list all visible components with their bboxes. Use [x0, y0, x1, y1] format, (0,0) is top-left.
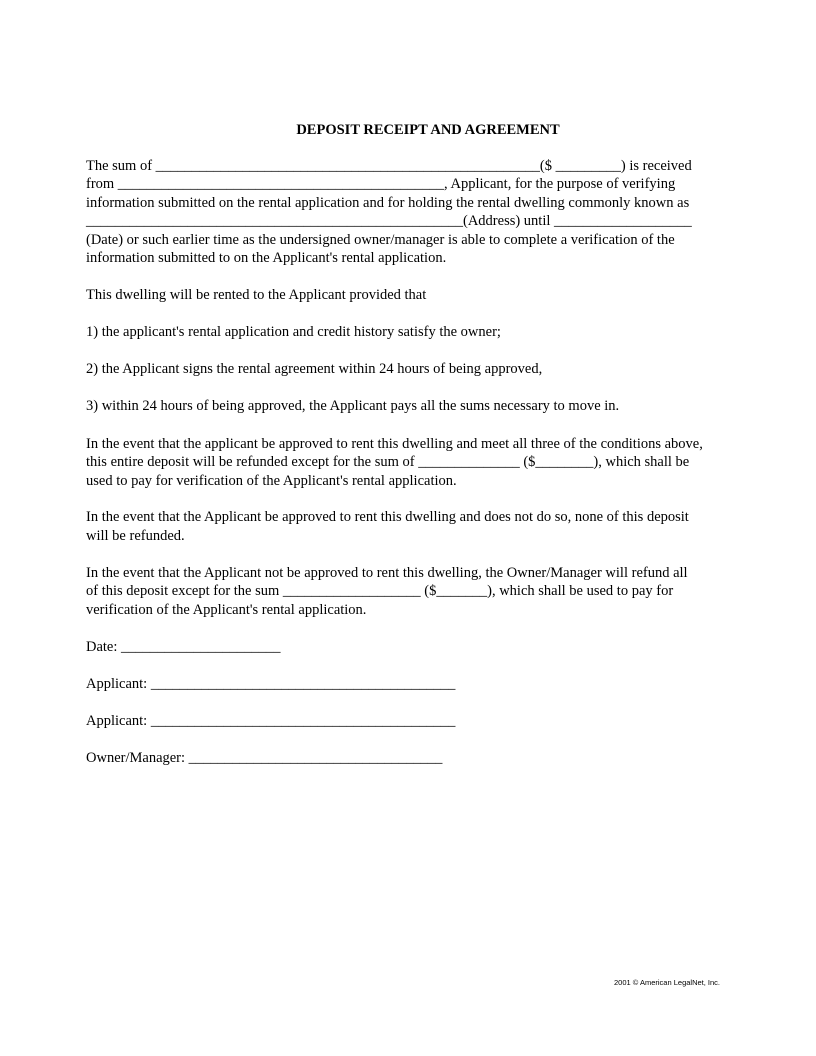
- intro-line: (Date) or such earlier time as the undersigned owner/manager is able to complete a verification of the: [86, 232, 675, 248]
- paragraph-line: In the event that the applicant be approved to rent this dwelling and meet all three of the conditions above,: [86, 436, 703, 452]
- owner-manager-signature-line: Owner/Manager: ___________________________________: [86, 750, 443, 766]
- intro-line: information submitted to on the Applicant's rental application.: [86, 250, 447, 266]
- provided-that-text: This dwelling will be rented to the Applicant provided that: [86, 287, 427, 303]
- paragraph-line: In the event that the Applicant be approved to rent this dwelling and does not do so, none of this deposit: [86, 509, 689, 525]
- intro-line: ____________________________________________________(Address) until ___________________: [86, 213, 692, 229]
- condition-item: 2) the Applicant signs the rental agreement within 24 hours of being approved,: [86, 361, 543, 377]
- document-title: DEPOSIT RECEIPT AND AGREEMENT: [296, 122, 560, 138]
- applicant-signature-line: Applicant: __________________________________________: [86, 713, 456, 729]
- paragraph-line: this entire deposit will be refunded except for the sum of ______________ ($________), which shall be: [86, 454, 690, 470]
- applicant-signature-line: Applicant: __________________________________________: [86, 676, 456, 692]
- paragraph-line: will be refunded.: [86, 528, 185, 544]
- intro-line: from _____________________________________________, Applicant, for the purpose of verifying: [86, 176, 676, 192]
- copyright-footer: 2001 © American LegalNet, Inc.: [614, 978, 721, 987]
- intro-line: information submitted on the rental application and for holding the rental dwelling commonly known as: [86, 195, 690, 211]
- condition-item: 1) the applicant's rental application and credit history satisfy the owner;: [86, 324, 501, 340]
- paragraph-line: In the event that the Applicant not be approved to rent this dwelling, the Owner/Manager will refund all: [86, 565, 688, 581]
- paragraph-line: of this deposit except for the sum ___________________ ($_______), which shall be used to pay for: [86, 583, 674, 599]
- paragraph-line: used to pay for verification of the Applicant's rental application.: [86, 473, 457, 489]
- condition-item: 3) within 24 hours of being approved, the Applicant pays all the sums necessary to move in.: [86, 398, 620, 414]
- date-signature-line: Date: ______________________: [86, 639, 281, 655]
- paragraph-line: verification of the Applicant's rental application.: [86, 602, 367, 618]
- intro-line: The sum of _____________________________________________________($ _________) is received: [86, 158, 692, 174]
